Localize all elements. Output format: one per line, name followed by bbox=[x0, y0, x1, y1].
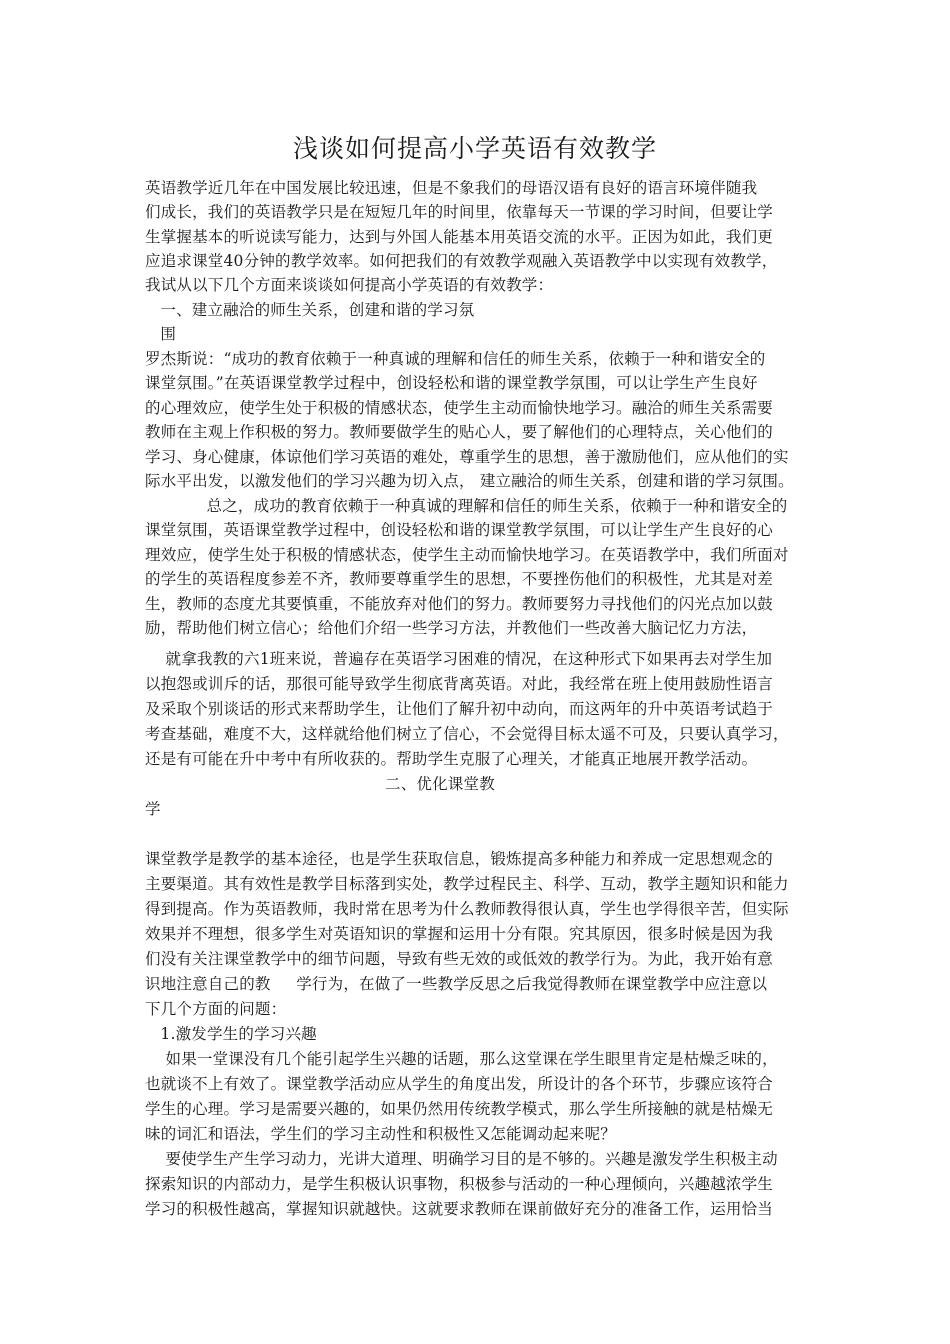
section-heading: 二、优化课堂教 bbox=[385, 775, 495, 793]
text-line: 课堂教学是教学的基本途径，也是学生获取信息，锻炼提高多种能力和养成一定思想观念的 bbox=[145, 850, 774, 868]
document-title: 浅谈如何提高小学英语有效教学 bbox=[292, 134, 657, 163]
text-line: 课堂氛围，英语课堂教学过程中，创设轻松和谐的课堂教学氛围，可以让学生产生良好的心 bbox=[145, 521, 774, 539]
text-line: 考查基础，难度不大，这样就给他们树立了信心，不会觉得目标太遥不可及，只要认真学习， bbox=[145, 725, 789, 743]
section-heading: 围 bbox=[145, 325, 177, 343]
text-line: 要使学生产生学习动力，光讲大道理、明确学习目的是不够的。兴趣是激发学生积极主动 bbox=[145, 1150, 778, 1168]
text-line: 生掌握基本的听说读写能力，达到与外国人能基本用英语交流的水平。正因为如此，我们更 bbox=[145, 228, 774, 246]
text-line: 我试从以下几个方面来谈谈如何提高小学英语的有效教学： bbox=[145, 276, 554, 294]
text-line: 还是有可能在升中考中有所收获的。帮助学生克服了心理关，才能真正地展开教学活动。 bbox=[145, 750, 758, 768]
text-line: 如果一堂课没有几个能引起学生兴趣的话题，那么这堂课在学生眼里肯定是枯燥乏味的， bbox=[145, 1050, 778, 1068]
text-line: 也就谈不上有效了。课堂教学活动应从学生的角度出发，所设计的各个环节，步骤应该符合 bbox=[145, 1075, 774, 1093]
subsection-heading: 1.激发学生的学习兴趣 bbox=[145, 1025, 317, 1043]
text-line: 味的词汇和语法，学生们的学习主动性和积极性又怎能调动起来呢？ bbox=[145, 1125, 617, 1143]
text-line: 主要渠道。其有效性是教学目标落到实处，教学过程民主、科学、互动，教学主题知识和能力 bbox=[145, 875, 789, 893]
text-line: 罗杰斯说：“成功的教育依赖于一种真诚的理解和信任的师生关系，依赖于一种和谐安全的 bbox=[145, 350, 766, 368]
text-line: 生，教师的态度尤其要慎重，不能放弃对他们的努力。教师要努力寻找他们的闪光点加以鼓 bbox=[145, 595, 774, 613]
text-line: 英语教学近几年在中国发展比较迅速，但是不象我们的母语汉语有良好的语言环境伴随我 bbox=[145, 179, 758, 197]
text-line: 们成长，我们的英语教学只是在短短几年的时间里，依靠每天一节课的学习时间，但要让学 bbox=[145, 203, 774, 221]
text-line: 及采取个别谈话的形式来帮助学生，让他们了解升初中动向，而这两年的升中英语考试趋于 bbox=[145, 700, 774, 718]
text-line: 识地注意自己的教 学行为，在做了一些教学反思之后我觉得教师在课堂教学中应注意以 bbox=[145, 975, 768, 993]
text-line: 学生的心理。学习是需要兴趣的，如果仍然用传统教学模式，那么学生所接触的就是枯燥无 bbox=[145, 1100, 774, 1118]
section-heading: 一、建立融洽的师生关系，创建和谐的学习氛 bbox=[145, 301, 475, 319]
text-line: 励，帮助他们树立信心；给他们介绍一些学习方法，并教他们一些改善大脑记忆力方法， bbox=[145, 619, 758, 637]
text-line: 得到提高。作为英语教师，我时常在思考为什么教师教得很认真，学生也学得很辛苦，但实际 bbox=[145, 900, 789, 918]
text-line: 的心理效应，使学生处于积极的情感状态，使学生主动而愉快地学习。融洽的师生关系需要 bbox=[145, 399, 774, 417]
text-line: 以抱怨或训斥的话，那很可能导致学生彻底背离英语。对此，我经常在班上使用鼓励性语言 bbox=[145, 675, 774, 693]
text-line: 学习的积极性越高，掌握知识就越快。这就要求教师在课前做好充分的准备工作，运用恰当 bbox=[145, 1200, 774, 1218]
text-line: 课堂氛围。”在英语课堂教学过程中，创设轻松和谐的课堂教学氛围，可以让学生产生良好 bbox=[145, 374, 758, 392]
text-line: 的学生的英语程度参差不齐，教师要尊重学生的思想，不要挫伤他们的积极性，尤其是对差 bbox=[145, 570, 774, 588]
text-line: 效果并不理想，很多学生对英语知识的掌握和运用十分有限。究其原因，很多时候是因为我 bbox=[145, 925, 774, 943]
text-line: 际水平出发，以激发他们的学习兴趣为切入点， 建立融洽的师生关系，创建和谐的学习氛围。 bbox=[145, 472, 794, 490]
text-line: 们没有关注课堂教学中的细节问题，导致有些无效的或低效的教学行为。为此，我开始有意 bbox=[145, 950, 774, 968]
text-line: 就拿我教的六1班来说，普遍存在英语学习困难的情况，在这种形式下如果再去对学生加 bbox=[145, 650, 773, 668]
text-line: 总之，成功的教育依赖于一种真诚的理解和信任的师生关系，依赖于一种和谐安全的 bbox=[145, 497, 788, 515]
text-line: 学习、身心健康，体谅他们学习英语的难处，尊重学生的思想，善于激励他们，应从他们的实 bbox=[145, 448, 789, 466]
section-heading: 学 bbox=[145, 800, 161, 818]
text-line: 探索知识的内部动力，是学生积极认识事物，积极参与活动的一种心理倾向，兴趣越浓学生 bbox=[145, 1175, 774, 1193]
text-line: 理效应，使学生处于积极的情感状态，使学生主动而愉快地学习。在英语教学中，我们所面对 bbox=[145, 546, 789, 564]
text-line: 应追求课堂40分钟的教学效率。如何把我们的有效教学观融入英语教学中以实现有效教学， bbox=[145, 252, 778, 270]
text-line: 教师在主观上作积极的努力。教师要做学生的贴心人，要了解他们的心理特点，关心他们的 bbox=[145, 423, 774, 441]
text-line: 下几个方面的问题： bbox=[145, 1000, 287, 1018]
